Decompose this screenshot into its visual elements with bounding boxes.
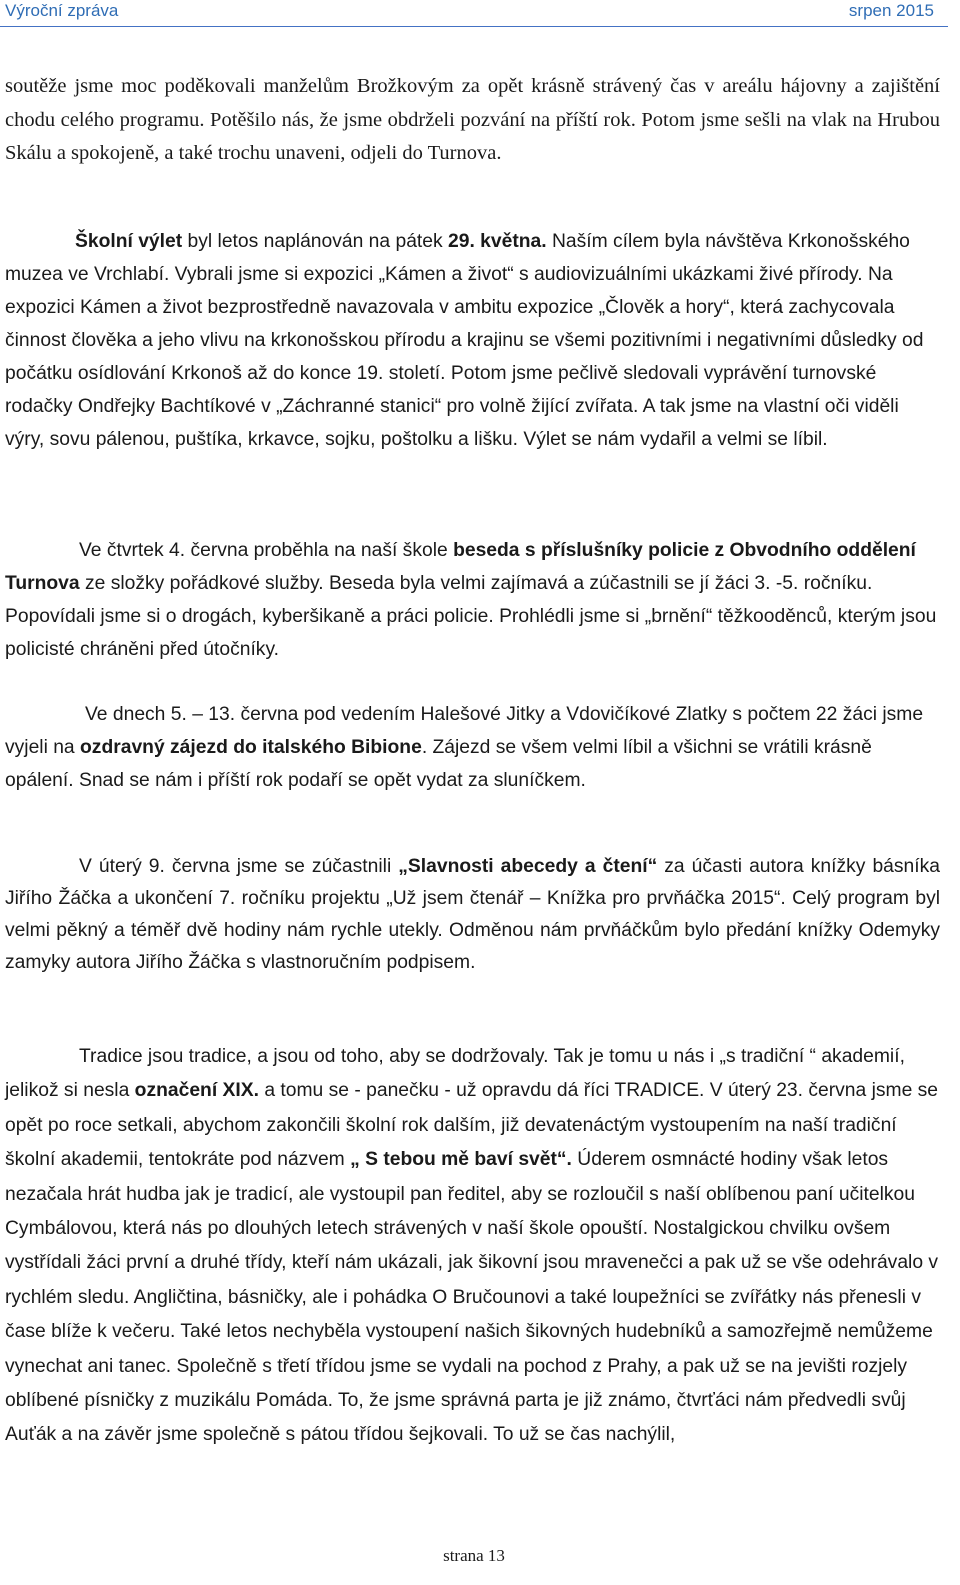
police-talk-highlight: beseda s příslušníky policie z Obvodního oddělení Turnova [5, 540, 916, 594]
school-trip-heading: Školní výlet [75, 231, 183, 252]
school-trip-date: 29. května. [448, 231, 547, 252]
document-title: Výroční zpráva [5, 1, 119, 20]
health-trip-highlight: ozdravný zájezd do italského Bibione [80, 737, 422, 758]
paragraph-school-academy: Tradice jsou tradice, a jsou od toho, aby se dodržovaly. Tak je tomu u nás i „s tradiční “ akademií, jelikož si nesla označení XIX. a tomu se - panečku - už opravdu dá říci TRADICE. V úterý 23. června jsme se opět po roce setkali, abychom zakončili školní rok dalším, již devatenáctým vystoupením na naší tradiční školní akademii, tentokráte pod názvem „ S tebou mě baví svět“. Úderem osmnácté hodiny však letos nezačala hrát hudba jak je tradicí, ale vystoupil pan ředitel, aby se rozloučil s naší oblíbenou paní učitelkou Cymbálovou, která nás po dlouhých letech strávených v naší škole opouští. Nostalgickou chvilku ovšem vystřídali žáci první a druhé třídy, kteří nám ukázali, jak šikovní jsou mravenečci a pak už se vše odehrávalo v rychlém sledu. Angličtina, básničky, ale i pohádka O Bručounovi a také loupežníci se zvířátky nás přenesli v čase blíže k večeru. Také letos nechyběla vystoupení našich šikovných hudebníků a samozřejmě nemůžeme vynechat ani tanec. Společně s třetí třídou jsme se vydali na pochod z Prahy, a pak už se na jevišti rozjely oblíbené písničky z muzikálu Pomáda. To, že jsme správná parta je již známo, čtvrťáci nám předvedli svůj Auťák a na závěr jsme společně s pátou třídou šejkovali. To už se čas nachýlil, [5, 1046, 939, 1446]
page-number: strana 13 [443, 1546, 505, 1565]
page-header [0, 0, 948, 27]
paragraph-competition: soutěže jsme moc poděkovali manželům Brožkovým za opět krásně strávený čas v areálu hájovny a zajištění chodu celého programu. Potěšilo nás, že jsme obdrželi pozvání na příští rok. Potom jsme sešli na vlak na Hrubou Skálu a spokojeně, a také trochu unaveni, odjeli do Turnova. [5, 75, 940, 164]
paragraph-health-trip: Ve dnech 5. – 13. června pod vedením Halešové Jitky a Vdovičíkové Zlatky s počtem 22 žáci jsme vyjeli na ozdravný zájezd do italského Bibione. Zájezd se všem velmi líbil a všichni se vrátili krásně opálení. Snad se nám i příští rok podaří se opět vydat za sluníčkem. [5, 704, 924, 791]
document-date: srpen 2015 [848, 1, 934, 20]
paragraph-reading-celebration: V úterý 9. června jsme se zúčastnili „Slavnosti abecedy a čtení“ za účasti autora knížky básníka Jiřího Žáčka a ukončení 7. ročníku projektu „Už jsem čtenář – Knížka pro prvňáčka 2015“. Celý program byl velmi pěkný a téměř dvě hodiny nám rychle utekly. Odměnou nám prvňáčkům bylo předání knížky Odemyky zamyky autora Jiřího Žáčka s vlastnoručním podpisem. [5, 856, 940, 973]
academy-number: označení XIX. [134, 1080, 259, 1102]
paragraph-school-trip: Školní výlet byl letos naplánován na pátek 29. května. Naším cílem byla návštěva Krkonošského muzea ve Vrchlabí. Vybrali jsme si expozici „Kámen a život“ s audiovizuálními ukázkami živé přírody. Na expozici Kámen a život bezprostředně navazovala v ambitu expozice „Člověk a hory“, která zachycovala činnost člověka a jeho vlivu na krkonošskou přírodu a krajinu se všemi pozitivními i negativními důsledky od počátku osídlování Krkonoš až do konce 19. století. Potom jsme pečlivě sledovali vyprávění turnovské rodačky Ondřejky Bachtíkové v „Záchranné stanici“ pro volně žijící zvířata. A tak jsme na vlastní oči viděli výry, sovu pálenou, puštíka, krkavce, sojku, poštolku a lišku. Výlet se nám vydařil a velmi se líbil. [5, 231, 924, 450]
reading-celebration-title: „Slavnosti abecedy a čtení“ [398, 856, 658, 877]
academy-title: „ S tebou mě baví svět“. [350, 1149, 572, 1171]
paragraph-police-talk: Ve čtvrtek 4. června proběhla na naší škole beseda s příslušníky policie z Obvodního oddělení Turnova ze složky pořádkové služby. Beseda byla velmi zajímavá a zúčastnili se jí žáci 3. -5. ročníku. Popovídali jsme si o drogách, kyberšikaně a práci policie. Prohlédli jsme si „brnění“ těžkooděnců, kterým jsou policisté chráněni před útočníky. [5, 540, 937, 660]
